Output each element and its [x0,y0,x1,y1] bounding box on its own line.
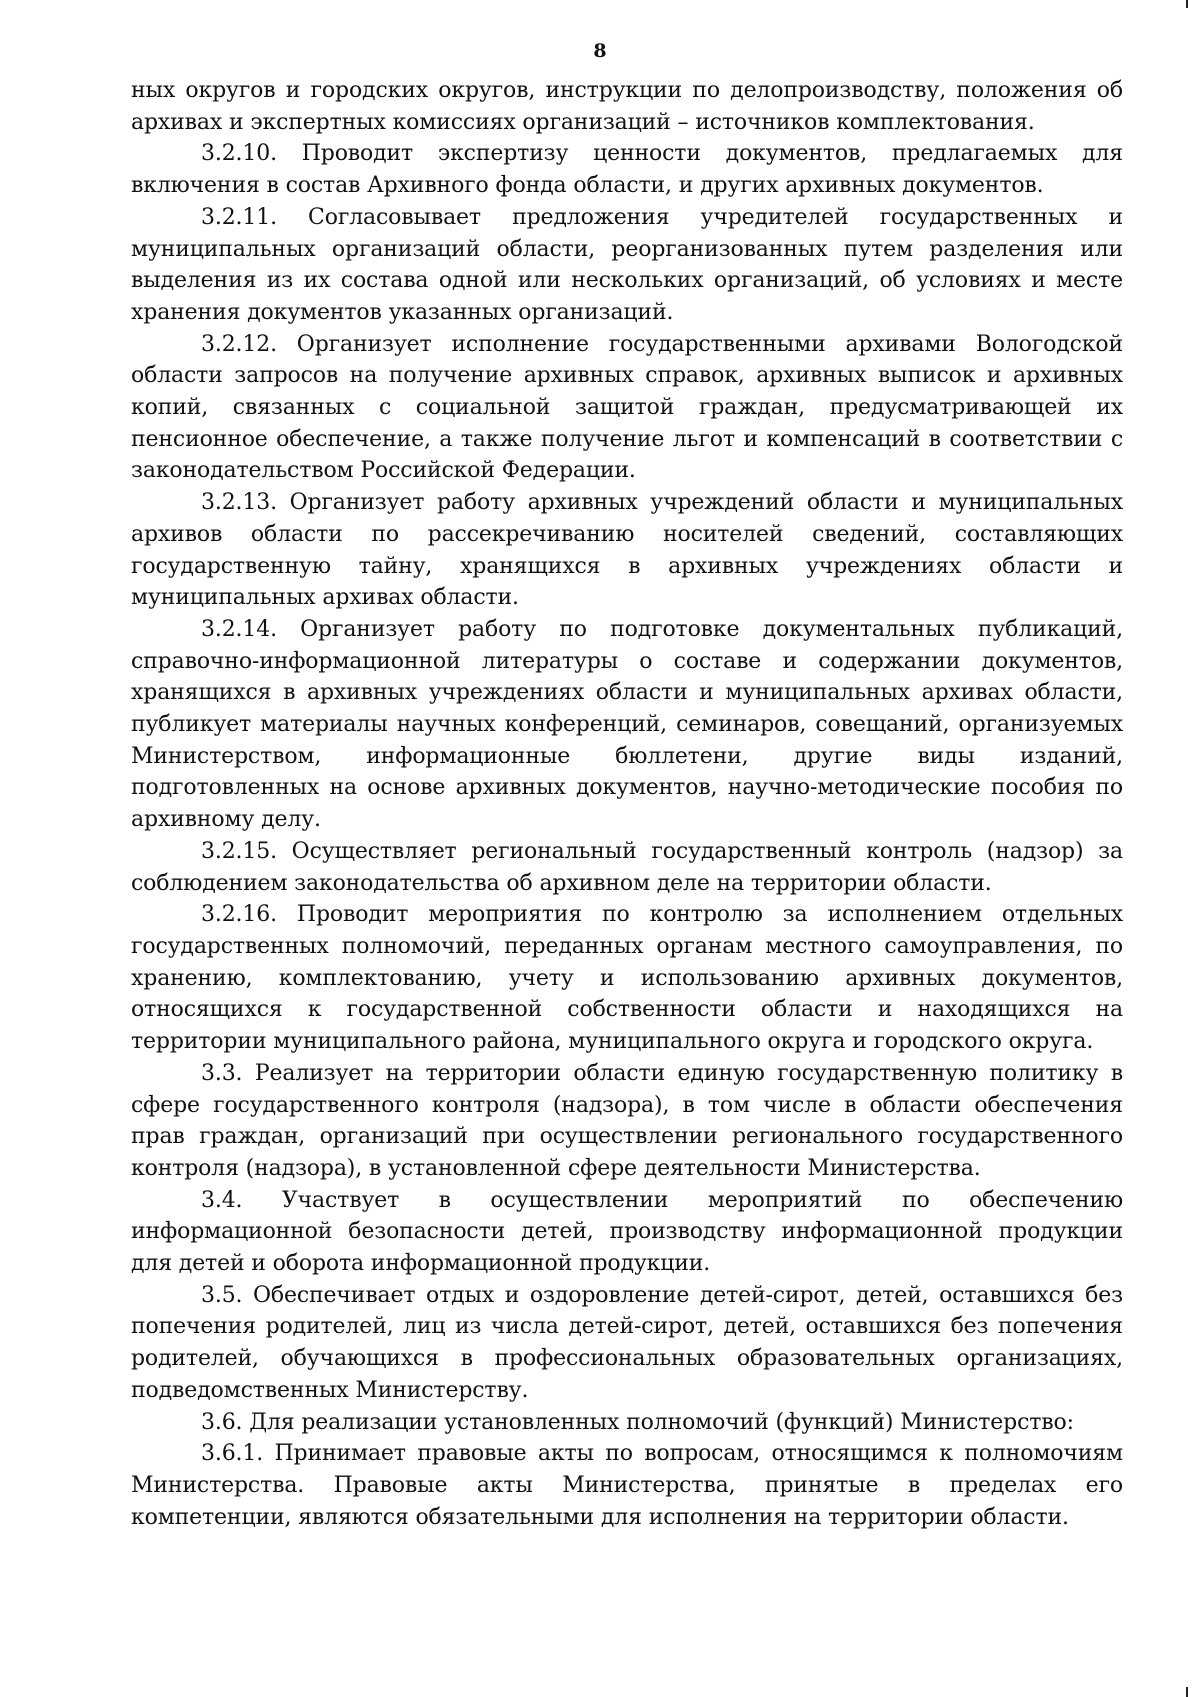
paragraph-3-2-14: 3.2.14. Организует работу по подготовке документальных публикаций, справочно-информационной литературы о составе и содержании документов, хранящихся в архивных учреждениях области и муниципальных архивах области, публикует материалы научных конференций, семинаров, совещаний, организуемых Министерством, информационные бюллетени, другие виды изданий, подготовленных на основе архивных документов, научно-методические пособия по архивному делу. [131,616,1123,833]
document-body [131,75,1123,1533]
paragraph-3-4: 3.4. Участвует в осуществлении мероприятий по обеспечению информационной безопасности детей, производству информационной продукции для детей и оборота информационной продукции. [131,1187,1123,1277]
paragraph-continuation: ных округов и городских округов, инструкции по делопроизводству, положения об архивах и экспертных комиссиях организаций – источников комплектования. [131,78,1123,135]
paragraph-3-5: 3.5. Обеспечивает отдых и оздоровление детей-сирот, детей, оставшихся без попечения родителей, лиц из числа детей-сирот, детей, оставшихся без попечения родителей, обучающихся в профессиональных образовательных организациях, подведомственных Министерству. [131,1282,1123,1403]
paragraph-3-3: 3.3. Реализует на территории области единую государственную политику в сфере государственного контроля (надзора), в том числе в области обеспечения прав граждан, организаций при осуществлении регионального государственного контроля (надзора), в установленной сфере деятельности Министерства. [131,1060,1123,1181]
paragraph-3-2-12: 3.2.12. Организует исполнение государственными архивами Вологодской области запросов на получение архивных справок, архивных выписок и архивных копий, связанных с социальной защитой граждан, предусматривающей их пенсионное обеспечение, а также получение льгот и компенсаций в соответствии с законодательством Российской Федерации. [131,331,1123,484]
paragraph-3-2-11: 3.2.11. Согласовывает предложения учредителей государственных и муниципальных организаций области, реорганизованных путем разделения или выделения из их состава одной или нескольких организаций, об условиях и месте хранения документов указанных организаций. [131,204,1123,325]
paragraph-3-6-1: 3.6.1. Принимает правовые акты по вопросам, относящимся к полномочиям Министерства. Правовые акты Министерства, принятые в пределах его компетенции, являются обязательными для исполнения на территории области. [131,1441,1123,1530]
paragraph-3-2-10: 3.2.10. Проводит экспертизу ценности документов, предлагаемых для включения в состав Архивного фонда области, и других архивных документов. [131,141,1123,199]
paragraph-3-2-15: 3.2.15. Осуществляет региональный государственный контроль (надзор) за соблюдением законодательства об архивном деле на территории области. [131,838,1123,896]
scan-edge-mark [1186,0,1188,8]
paragraph-3-2-16: 3.2.16. Проводит мероприятия по контролю за исполнением отдельных государственных полномочий, переданных органам местного самоуправления, по хранению, комплектованию, учету и использованию архивных документов, относящихся к государственной собственности области и находящихся на территории муниципального района, муниципального округа и городского округа. [131,902,1123,1055]
paragraph-3-2-13: 3.2.13. Организует работу архивных учреждений области и муниципальных архивов области по рассекречиванию носителей сведений, составляющих государственную тайну, хранящихся в архивных учреждениях области и муниципальных архивах области. [131,490,1123,611]
page-number: 8 [593,40,607,62]
paragraph-3-6: 3.6. Для реализации установленных полномочий (функций) Министерство: [201,1409,1074,1435]
scan-edge-mark [1186,1687,1188,1697]
